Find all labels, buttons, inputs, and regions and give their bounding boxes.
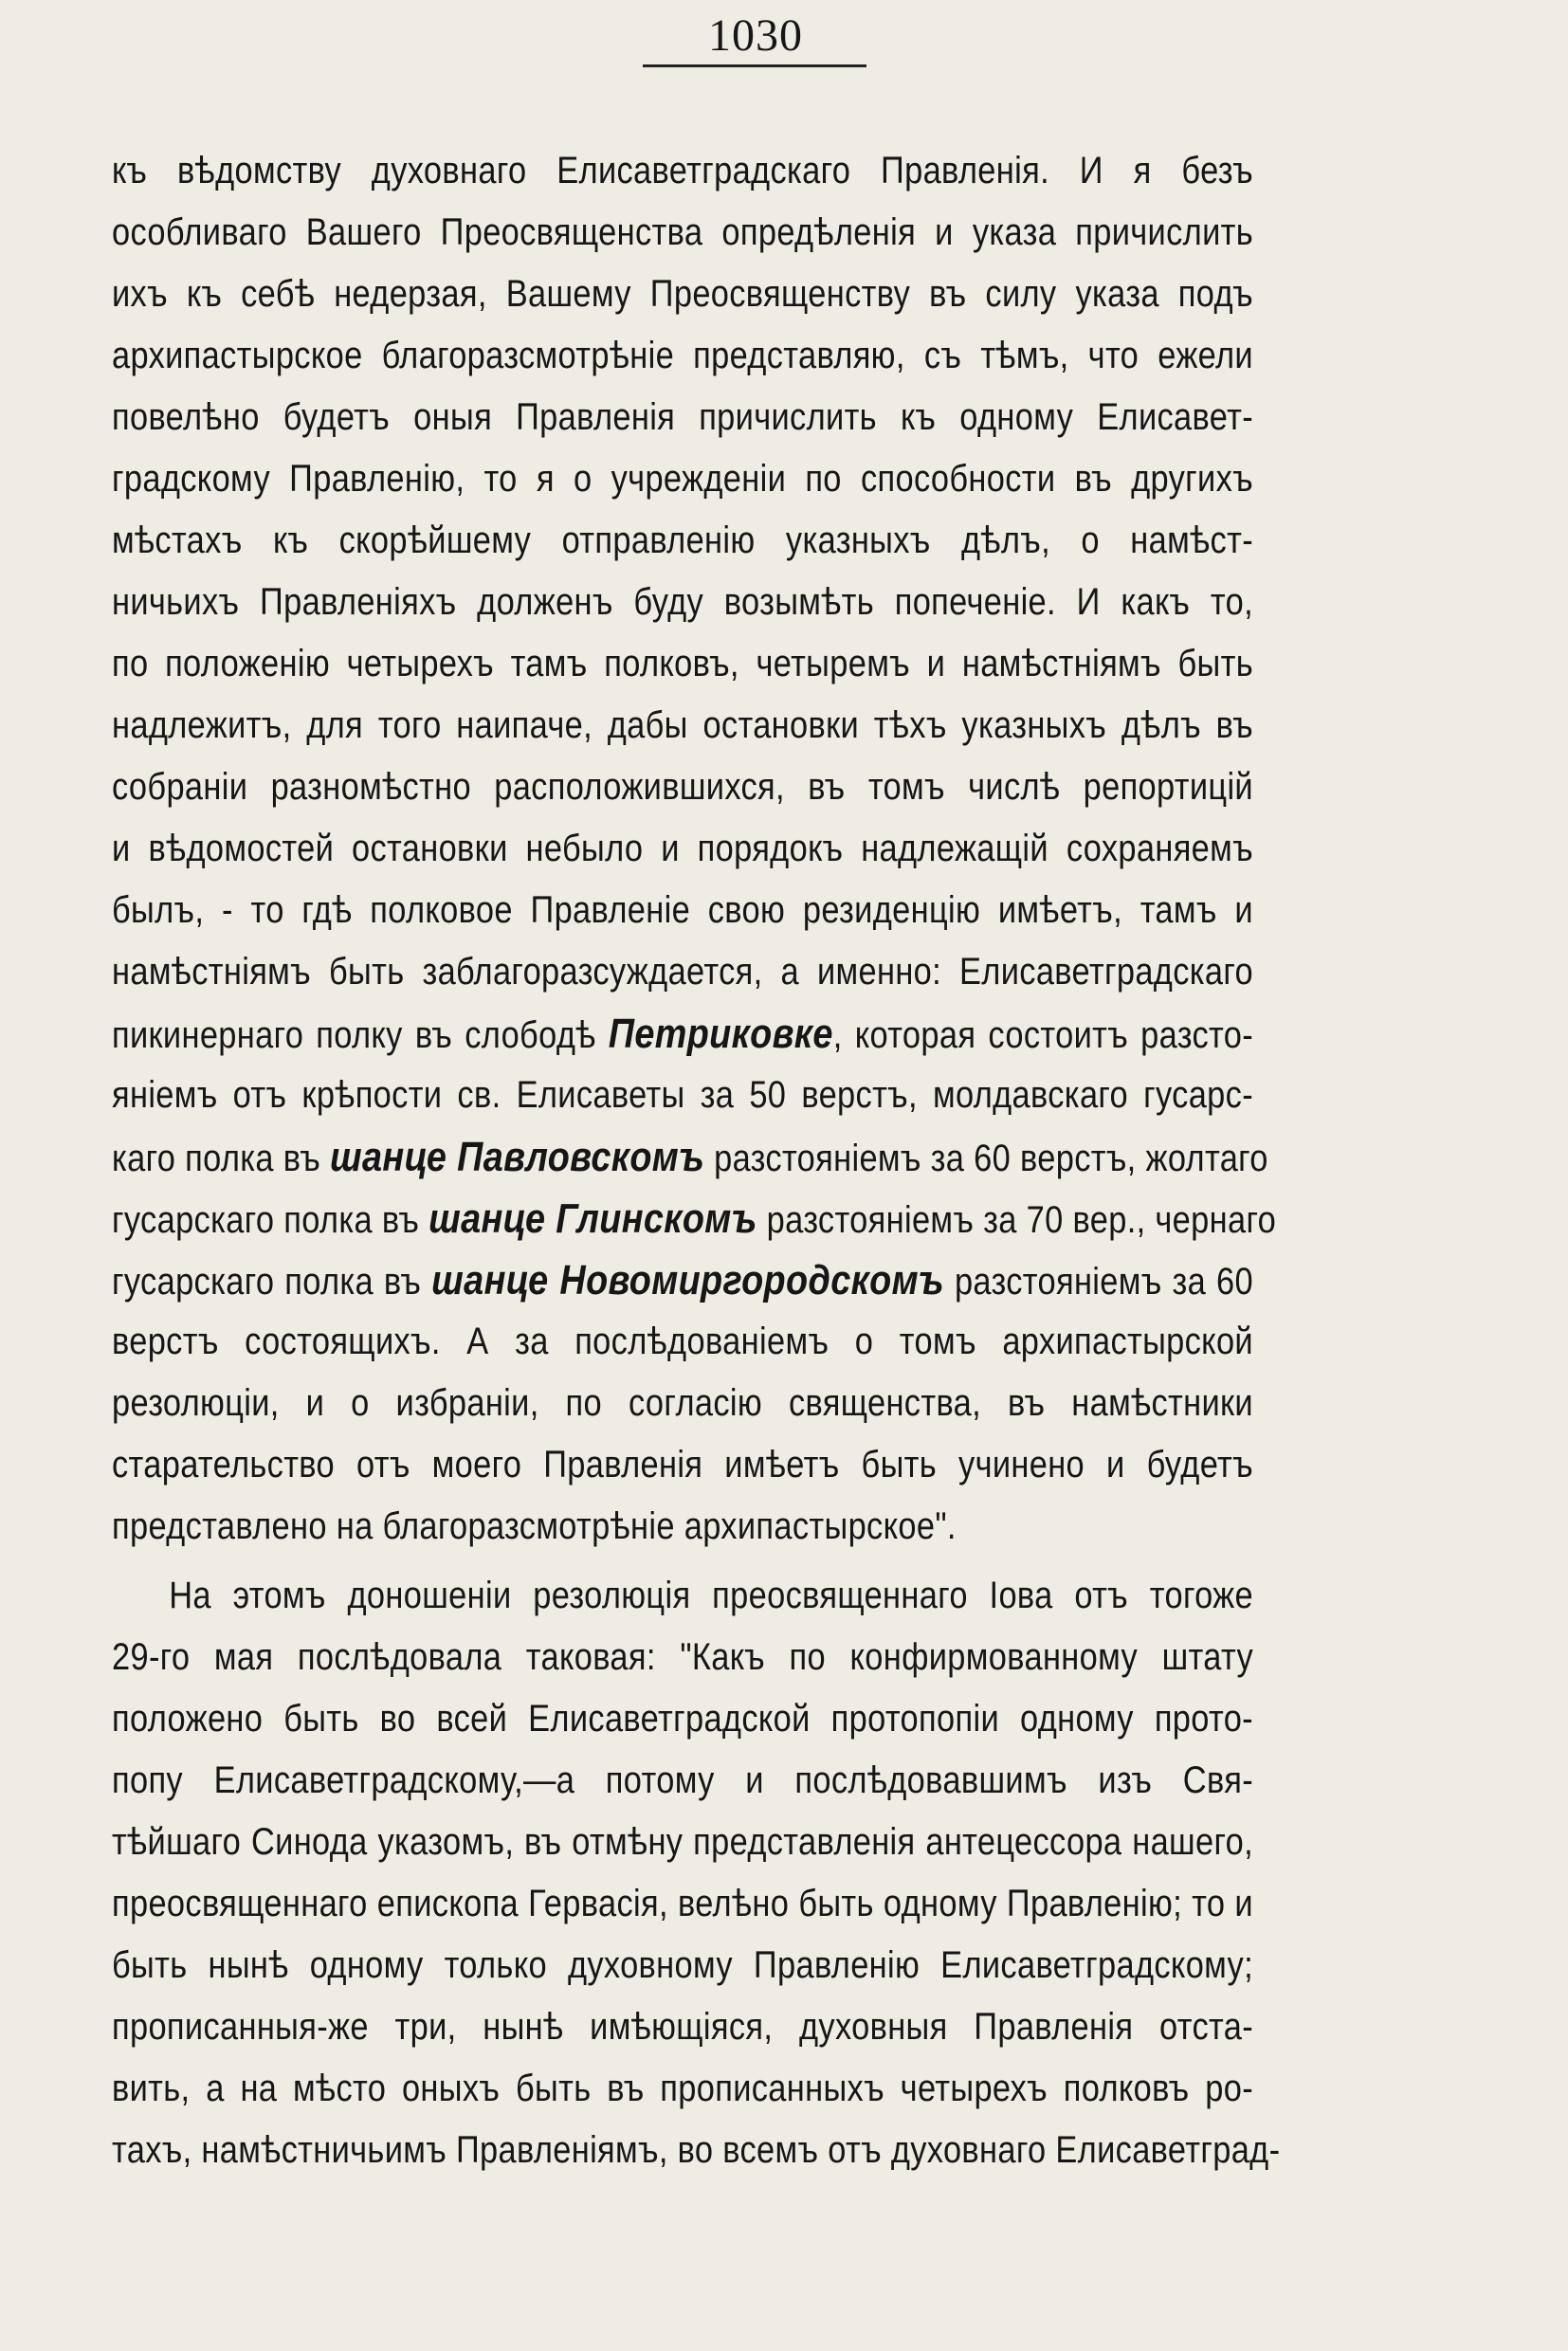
text-line [112,1812,1253,1873]
text-line [112,264,1253,325]
text-segment: пикинернаго полку въ слободѣ [112,1014,609,1056]
text-segment: На этомъ доношеніи резолюція преосвященнаго Іова отъ тогоже [169,1575,1254,1616]
text-line [112,633,1253,695]
text-line [112,202,1253,264]
text-segment: разстояніемъ за 60 верстъ, жолтаго [704,1138,1268,1179]
text-segment: гусарскаго полка въ [112,1199,429,1241]
text-segment: представлено на благоразсмотрѣніе архипастырское". [112,1505,957,1547]
text-line [112,1496,1253,1558]
italic-place-name: Петриковке [608,1011,833,1057]
text-line [112,1627,1253,1688]
text-segment: надлежитъ, для того наипаче, дабы остановки тѣхъ указныхъ дѣлъ въ [112,704,1253,746]
text-line [112,1565,1253,1627]
text-segment: и вѣдомостей остановки небыло и порядокъ надлежащій сохраняемъ [112,828,1253,869]
text-line [112,1003,1253,1065]
text-segment: положено быть во всей Елисаветградской протопопіи одному прото- [112,1698,1253,1740]
text-segment: , которая состоитъ разсто- [832,1014,1253,1056]
body-text [112,140,1281,2181]
text-segment: быть нынѣ одному только духовному Правленію Елисаветградскому; [112,1944,1253,1986]
text-line [112,1434,1253,1496]
text-segment: градскому Правленію, то я о учрежденіи по способности въ другихъ [112,458,1253,500]
text-segment: ихъ къ себѣ недерзая, Вашему Преосвященству въ силу указа подъ [112,273,1253,315]
text-segment: прописанныя-же три, нынѣ имѣющіяся, духовныя Правленія отста- [112,2006,1253,2048]
italic-place-name: шанце Новомиргородскомъ [431,1257,945,1303]
text-segment: каго полка въ [112,1138,330,1179]
text-line [112,1126,1268,1188]
italic-place-name: шанце Павловскомъ [329,1134,705,1180]
text-line [112,1996,1253,2058]
text-segment: тѣйшаго Синода указомъ, въ отмѣну представленія антецессора нашего, [112,1821,1253,1863]
text-segment: резолюціи, и о избраніи, по согласію священства, въ намѣстники [112,1382,1253,1424]
text-line [112,387,1253,448]
text-segment: повелѣно будетъ оныя Правленія причислить къ одному Елисавет- [112,396,1253,438]
text-line [112,1188,1277,1249]
paragraph [112,140,1277,1558]
text-segment: вить, а на мѣсто оныхъ быть въ прописанныхъ четырехъ полковъ ро- [112,2068,1253,2109]
text-line [112,1688,1253,1750]
text-line [112,1373,1253,1434]
text-line [112,140,1253,202]
page-number: 1030 [708,10,803,61]
text-segment: разстояніемъ за 70 вер., чернаго [757,1199,1277,1241]
text-segment: собраніи разномѣстно расположившихся, въ томъ числѣ репортицій [112,766,1253,808]
text-line [112,325,1253,387]
text-segment: намѣстніямъ быть заблагоразсуждается, а именно: Елисаветградскаго [112,951,1253,993]
text-segment: разстояніемъ за 60 [944,1261,1253,1303]
text-segment: тахъ, намѣстничьимъ Правленіямъ, во всемъ отъ духовнаго Елисаветград- [112,2129,1281,2171]
text-line [112,2120,1281,2181]
text-segment: попу Елисаветградскому,—а потому и послѣдовавшимъ изъ Свя- [112,1759,1253,1801]
text-segment: 29-го мая послѣдовала таковая: "Какъ по конфирмованному штату [112,1636,1253,1678]
text-segment: преосвященнаго епископа Гервасія, велѣно быть одному Правленію; то и [112,1883,1253,1924]
text-line [112,1873,1253,1935]
text-line [112,510,1253,572]
text-line [112,818,1253,880]
paragraph [112,1565,1281,2181]
text-line [112,941,1253,1003]
text-segment: былъ, - то гдѣ полковое Правленіе свою резиденцію имѣетъ, тамъ и [112,889,1253,931]
text-segment: верстъ состоящихъ. А за послѣдованіемъ о томъ архипастырской [112,1321,1253,1362]
paragraph-gap [112,1558,1253,1565]
text-line [112,572,1253,633]
text-segment: гусарскаго полка въ [112,1261,432,1303]
text-segment: особливаго Вашего Преосвященства опредѣленія и указа причислить [112,211,1253,253]
text-line [112,1750,1253,1812]
page-number-underline [643,64,866,67]
text-line [112,1935,1253,1996]
italic-place-name: шанце Глинскомъ [428,1195,757,1242]
text-segment: по положенію четырехъ тамъ полковъ, четыремъ и намѣстніямъ быть [112,643,1253,684]
text-line [112,756,1253,818]
text-segment: ничьихъ Правленіяхъ долженъ буду возымѣть попеченіе. И какъ то, [112,581,1253,623]
text-segment: старательство отъ моего Правленія имѣетъ быть учинено и будетъ [112,1444,1253,1485]
text-line [112,448,1253,510]
text-segment: мѣстахъ къ скорѣйшему отправленію указныхъ дѣлъ, о намѣст- [112,519,1253,561]
text-line [112,2058,1253,2120]
text-line [112,1311,1253,1373]
text-line [112,1065,1253,1126]
text-segment: яніемъ отъ крѣпости св. Елисаветы за 50 верстъ, молдавскаго гусарс- [112,1074,1253,1116]
text-segment: къ вѣдомству духовнаго Елисаветградскаго Правленія. И я безъ [112,150,1253,191]
text-line [112,695,1253,756]
text-segment: архипастырское благоразсмотрѣніе представляю, съ тѣмъ, что ежели [112,335,1253,376]
text-line [112,880,1253,941]
text-line [112,1249,1253,1311]
